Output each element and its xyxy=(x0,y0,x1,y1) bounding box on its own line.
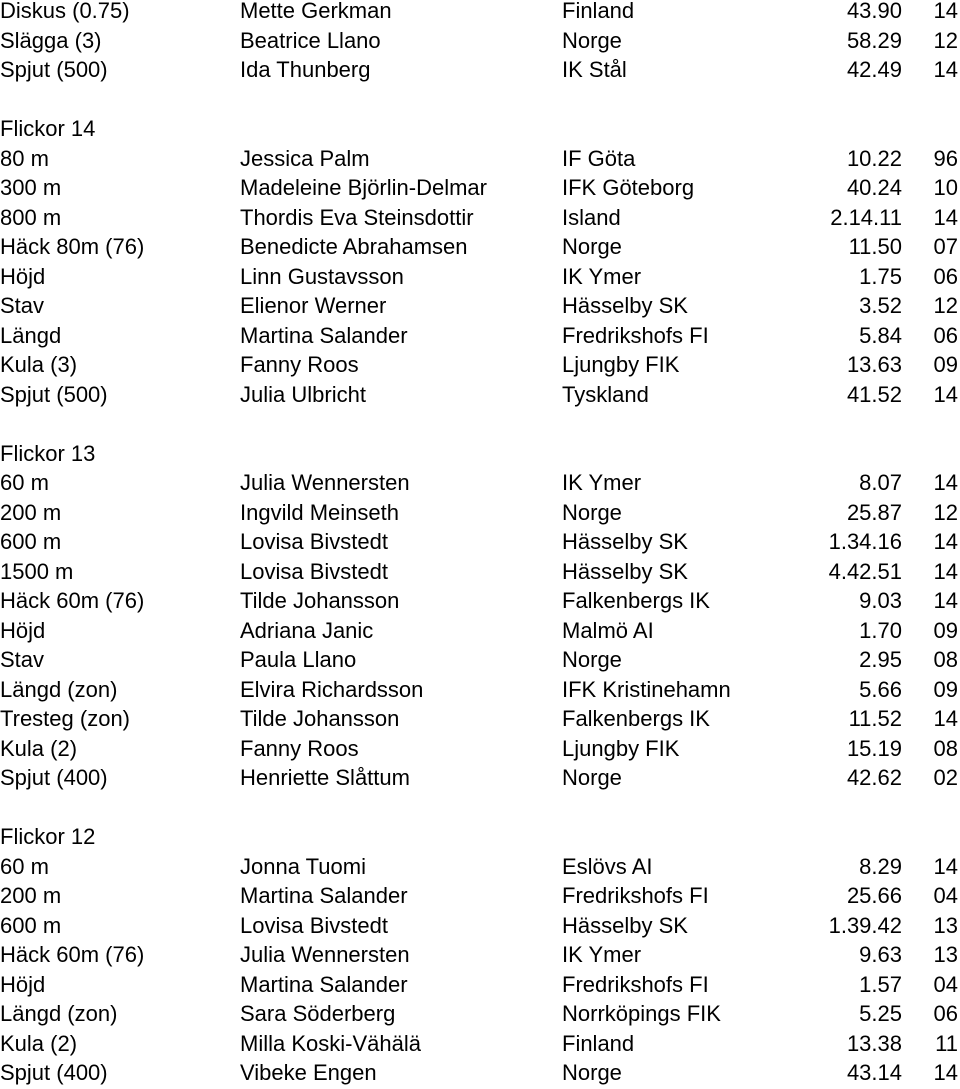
record-event: 80 m xyxy=(0,145,49,171)
record-club: Eslövs AI xyxy=(562,853,653,879)
record-row xyxy=(0,852,960,882)
record-result: 40.24 xyxy=(846,175,902,200)
record-row xyxy=(0,321,960,351)
record-event: Spjut (400) xyxy=(0,1060,108,1085)
record-club: Norge xyxy=(562,765,622,790)
record-club: Hässelby SK xyxy=(562,293,688,318)
record-year: 14 xyxy=(933,853,958,879)
record-year: 12 xyxy=(933,293,958,318)
record-result: 58.29 xyxy=(846,27,902,53)
record-result: 2.95 xyxy=(859,647,902,672)
record-name: Jonna Tuomi xyxy=(240,853,366,879)
record-year: 09 xyxy=(933,676,958,702)
record-result: 41.52 xyxy=(846,381,902,407)
record-club: Norge xyxy=(562,647,622,672)
record-year: 13 xyxy=(933,912,958,938)
record-name: Adriana Janic xyxy=(240,617,374,643)
record-club: Falkenbergs IK xyxy=(562,588,710,613)
record-name: Lovisa Bivstedt xyxy=(240,558,388,584)
record-club: Ljungby FIK xyxy=(562,735,680,761)
record-club: Norrköpings FIK xyxy=(562,1001,721,1026)
record-result: 11.52 xyxy=(848,706,902,731)
record-name: Tilde Johansson xyxy=(240,706,400,731)
record-name: Julia Ulbricht xyxy=(240,381,366,407)
record-row xyxy=(0,173,960,203)
record-result: 15.19 xyxy=(846,735,902,761)
record-row xyxy=(0,940,960,970)
record-club: Hässelby SK xyxy=(562,912,688,938)
record-year: 14 xyxy=(933,0,958,23)
record-row xyxy=(0,26,960,56)
record-result: 9.63 xyxy=(859,942,902,967)
record-club: IK Ymer xyxy=(562,263,642,289)
record-year: 04 xyxy=(933,883,958,908)
record-year: 07 xyxy=(933,234,958,259)
record-name: Elienor Werner xyxy=(240,293,387,318)
record-year: 11 xyxy=(935,1030,958,1056)
record-event: Längd (zon) xyxy=(0,1001,118,1026)
record-name: Sara Söderberg xyxy=(240,1001,396,1026)
record-event: Tresteg (zon) xyxy=(0,706,131,731)
record-event: 60 m xyxy=(0,853,49,879)
record-club: Island xyxy=(562,204,621,230)
record-club: IK Ymer xyxy=(562,470,642,495)
record-result: 1.34.16 xyxy=(828,529,902,554)
record-event: 1500 m xyxy=(0,558,74,584)
record-name: Henriette Slåttum xyxy=(240,765,410,790)
record-club: IFK Kristinehamn xyxy=(562,676,731,702)
record-year: 04 xyxy=(933,971,958,997)
section-heading: Flickor 13 xyxy=(0,440,96,466)
record-name: Benedicte Abrahamsen xyxy=(240,234,468,259)
record-result: 2.14.11 xyxy=(830,204,902,230)
record-result: 43.90 xyxy=(846,0,902,23)
record-event: Längd xyxy=(0,322,62,348)
record-event: Spjut (500) xyxy=(0,381,108,407)
section-spacer xyxy=(0,409,960,439)
record-row xyxy=(0,704,960,734)
record-result: 10.22 xyxy=(846,145,902,171)
record-club: Fredrikshofs FI xyxy=(562,883,709,908)
record-name: Tilde Johansson xyxy=(240,588,400,613)
record-row xyxy=(0,350,960,380)
record-row xyxy=(0,291,960,321)
record-year: 06 xyxy=(933,263,958,289)
record-event: 600 m xyxy=(0,529,62,554)
record-event: Kula (2) xyxy=(0,1030,78,1056)
section-heading: Flickor 14 xyxy=(0,116,96,141)
record-event: Kula (2) xyxy=(0,735,78,761)
record-row xyxy=(0,1058,960,1088)
record-event: Höjd xyxy=(0,617,46,643)
record-name: Fanny Roos xyxy=(240,352,359,377)
record-club: Hässelby SK xyxy=(562,558,688,584)
record-year: 14 xyxy=(933,57,958,82)
record-event: 800 m xyxy=(0,204,62,230)
record-name: Lovisa Bivstedt xyxy=(240,529,388,554)
record-name: Ingvild Meinseth xyxy=(240,499,399,525)
record-row xyxy=(0,0,960,26)
record-year: 14 xyxy=(933,558,958,584)
record-club: Falkenbergs IK xyxy=(562,706,710,731)
record-event: Höjd xyxy=(0,263,46,289)
record-year: 96 xyxy=(933,145,958,171)
record-row xyxy=(0,380,960,410)
record-year: 02 xyxy=(933,765,958,790)
record-club: Tyskland xyxy=(562,381,649,407)
record-result: 25.87 xyxy=(846,499,902,525)
record-row xyxy=(0,55,960,85)
record-year: 06 xyxy=(933,1001,958,1026)
record-result: 8.29 xyxy=(859,853,902,879)
record-result: 42.49 xyxy=(846,57,902,82)
record-name: Fanny Roos xyxy=(240,735,359,761)
record-name: Paula Llano xyxy=(240,647,357,672)
record-club: Ljungby FIK xyxy=(562,352,680,377)
record-event: Spjut (400) xyxy=(0,765,108,790)
record-result: 9.03 xyxy=(859,588,902,613)
record-event: Häck 60m (76) xyxy=(0,588,145,613)
record-club: Norge xyxy=(562,499,622,525)
record-result: 1.57 xyxy=(859,971,902,997)
record-result: 25.66 xyxy=(846,883,902,908)
record-year: 14 xyxy=(933,588,958,613)
record-result: 11.50 xyxy=(848,234,902,259)
record-club: Fredrikshofs FI xyxy=(562,971,709,997)
record-year: 12 xyxy=(933,27,958,53)
record-event: Spjut (500) xyxy=(0,57,108,82)
record-year: 14 xyxy=(933,381,958,407)
record-row xyxy=(0,468,960,498)
record-row xyxy=(0,734,960,764)
record-event: 200 m xyxy=(0,883,62,908)
record-year: 06 xyxy=(933,322,958,348)
record-club: Norge xyxy=(562,1060,622,1085)
record-row xyxy=(0,1029,960,1059)
record-row xyxy=(0,203,960,233)
record-row xyxy=(0,763,960,793)
record-event: Slägga (3) xyxy=(0,27,102,53)
record-year: 14 xyxy=(933,706,958,731)
record-club: Malmö AI xyxy=(562,617,654,643)
record-result: 4.42.51 xyxy=(828,558,902,584)
record-row xyxy=(0,498,960,528)
record-year: 14 xyxy=(933,204,958,230)
section-spacer xyxy=(0,85,960,115)
record-club: IK Ymer xyxy=(562,942,642,967)
record-name: Martina Salander xyxy=(240,322,408,348)
record-name: Julia Wennersten xyxy=(240,942,410,967)
record-name: Milla Koski-Vähälä xyxy=(240,1030,421,1056)
record-result: 1.39.42 xyxy=(828,912,902,938)
record-club: Fredrikshofs FI xyxy=(562,322,709,348)
record-row xyxy=(0,999,960,1029)
record-result: 42.62 xyxy=(846,765,902,790)
record-event: 600 m xyxy=(0,912,62,938)
record-name: Beatrice Llano xyxy=(240,27,381,53)
record-row xyxy=(0,970,960,1000)
record-result: 1.75 xyxy=(859,263,902,289)
record-event: Häck 60m (76) xyxy=(0,942,145,967)
record-event: 60 m xyxy=(0,470,49,495)
record-year: 14 xyxy=(933,470,958,495)
record-event: Stav xyxy=(0,293,45,318)
record-event: Diskus (0.75) xyxy=(0,0,130,23)
record-event: Häck 80m (76) xyxy=(0,234,145,259)
record-event: Stav xyxy=(0,647,45,672)
record-name: Linn Gustavsson xyxy=(240,263,404,289)
record-club: IK Stål xyxy=(562,57,627,82)
record-result: 5.66 xyxy=(859,676,902,702)
record-name: Mette Gerkman xyxy=(240,0,392,23)
record-club: Finland xyxy=(562,0,635,23)
record-row xyxy=(0,144,960,174)
record-row xyxy=(0,616,960,646)
record-club: Norge xyxy=(562,27,622,53)
record-event: 300 m xyxy=(0,175,62,200)
record-year: 08 xyxy=(933,735,958,761)
record-event: Höjd xyxy=(0,971,46,997)
record-name: Madeleine Björlin-Delmar xyxy=(240,175,487,200)
section-heading: Flickor 12 xyxy=(0,824,96,849)
record-row xyxy=(0,232,960,262)
record-club: Hässelby SK xyxy=(562,529,688,554)
record-name: Ida Thunberg xyxy=(240,57,371,82)
record-row xyxy=(0,645,960,675)
record-row xyxy=(0,527,960,557)
record-row xyxy=(0,881,960,911)
record-event: Längd (zon) xyxy=(0,676,118,702)
record-name: Vibeke Engen xyxy=(240,1060,377,1085)
record-row xyxy=(0,262,960,292)
record-name: Martina Salander xyxy=(240,971,408,997)
record-club: Norge xyxy=(562,234,622,259)
record-year: 09 xyxy=(933,352,958,377)
record-result: 1.70 xyxy=(859,617,902,643)
record-result: 3.52 xyxy=(859,293,902,318)
record-name: Julia Wennersten xyxy=(240,470,410,495)
record-row xyxy=(0,911,960,941)
record-result: 13.38 xyxy=(846,1030,902,1056)
record-event: 200 m xyxy=(0,499,62,525)
record-club: IF Göta xyxy=(562,145,636,171)
record-year: 12 xyxy=(933,499,958,525)
record-result: 8.07 xyxy=(859,470,902,495)
record-name: Lovisa Bivstedt xyxy=(240,912,388,938)
record-result: 5.84 xyxy=(859,322,902,348)
record-name: Martina Salander xyxy=(240,883,408,908)
record-name: Thordis Eva Steinsdottir xyxy=(240,204,474,230)
record-result: 13.63 xyxy=(846,352,902,377)
record-year: 08 xyxy=(933,647,958,672)
record-club: Finland xyxy=(562,1030,635,1056)
record-club: IFK Göteborg xyxy=(562,175,695,200)
record-row xyxy=(0,675,960,705)
record-row xyxy=(0,557,960,587)
record-name: Jessica Palm xyxy=(240,145,370,171)
section-spacer xyxy=(0,793,960,823)
record-event: Kula (3) xyxy=(0,352,78,377)
record-result: 43.14 xyxy=(846,1060,902,1085)
record-result: 5.25 xyxy=(859,1001,902,1026)
record-year: 10 xyxy=(933,175,958,200)
record-name: Elvira Richardsson xyxy=(240,676,424,702)
record-year: 14 xyxy=(933,1060,958,1085)
record-year: 13 xyxy=(933,942,958,967)
record-year: 14 xyxy=(933,529,958,554)
record-year: 09 xyxy=(933,617,958,643)
record-row xyxy=(0,586,960,616)
